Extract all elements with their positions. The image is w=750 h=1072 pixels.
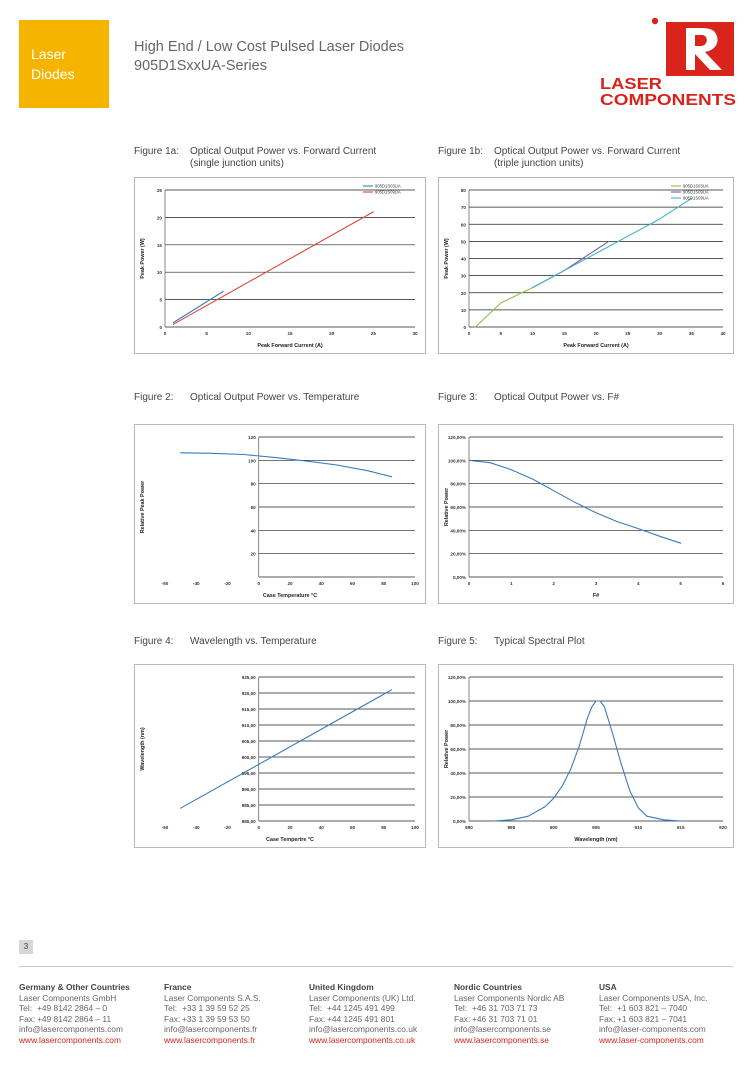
y-tick-label: 60 [460, 222, 466, 228]
y-tick-label: 20 [250, 551, 256, 557]
y-tick-label: 25 [156, 188, 162, 193]
logo-text-laser: LASER [600, 76, 662, 93]
x-tick-label: 20 [287, 825, 293, 830]
chart-svg [135, 178, 425, 353]
x-tick-label: 15 [287, 331, 293, 336]
footer-region: Germany & Other Countries [19, 982, 130, 992]
logo-text-components: COMPONENTS [600, 92, 736, 109]
y-tick-label: 120,00% [447, 675, 466, 680]
footer-email[interactable]: info@lasercomponents.co.uk [309, 1024, 418, 1035]
footer-tel-value: +1 603 821 – 7040 [617, 1003, 688, 1014]
document-title [134, 38, 404, 76]
x-tick-label: 20 [593, 331, 599, 336]
legend-entry: 905D1S09UA [683, 189, 709, 195]
figure-title: Wavelength vs. Temperature [190, 636, 317, 647]
footer-email[interactable]: info@lasercomponents.com [19, 1024, 123, 1035]
series-line [469, 460, 681, 543]
x-tick-label: 15 [561, 331, 567, 336]
x-axis-label: Case Temperature °C [262, 593, 318, 599]
chart-svg [135, 665, 425, 847]
plot-area [444, 675, 727, 843]
x-tick-label: 0 [467, 581, 471, 586]
x-axis-label: Peak Forward Current (A) [563, 343, 629, 349]
footer-fax-value: +33 1 39 59 53 50 [182, 1013, 250, 1024]
legend-entry: 905D1S09UA [683, 195, 709, 201]
series-line [181, 453, 392, 477]
y-tick-label: 20,00% [450, 551, 466, 557]
footer-tel [164, 1003, 304, 1014]
x-tick-label: -60 [161, 581, 169, 586]
y-tick-label: 80,00% [450, 481, 466, 487]
figure-title: Optical Output Power vs. F# [494, 392, 620, 403]
x-tick-label: 915 [676, 825, 685, 830]
footer-fax [164, 1014, 304, 1025]
y-tick-label: 0,00% [452, 819, 466, 824]
y-tick-label: 60 [250, 505, 256, 510]
x-tick-label: 3 [594, 581, 598, 586]
figure-number: Figure 2: [134, 392, 174, 403]
footer-web-link[interactable]: www.lasercomponents.co.uk [309, 1034, 416, 1045]
x-axis-label: F# [592, 593, 600, 599]
y-tick-label: 20,00% [450, 795, 466, 800]
y-tick-label: 80,00% [450, 723, 466, 728]
footer-company: Laser Components (UK) Ltd. [309, 992, 416, 1003]
x-tick-label: 35 [688, 331, 694, 336]
y-tick-label: 60,00% [450, 505, 466, 510]
footer-web-link[interactable]: www.laser-components.com [599, 1034, 704, 1045]
footer-email[interactable]: info@lasercomponents.se [454, 1024, 551, 1035]
x-tick-label: 10 [529, 331, 536, 336]
y-tick-label: 40 [460, 256, 466, 262]
series-line [173, 291, 223, 322]
footer-fax-label: Fax: [164, 1013, 181, 1024]
y-tick-label: 20 [460, 290, 466, 296]
y-tick-label: 10 [156, 270, 162, 276]
x-tick-label: -20 [224, 581, 231, 586]
x-tick-label: 2 [552, 581, 555, 586]
x-tick-label: 30 [412, 331, 418, 336]
y-tick-label: 900,00 [241, 755, 256, 760]
y-tick-label: 925,00 [241, 675, 256, 680]
y-tick-label: 100,00% [447, 699, 466, 704]
y-tick-label: 890,00 [241, 787, 256, 792]
footer-tel-value: +49 8142 2864 – 0 [37, 1003, 108, 1014]
x-tick-label: 0 [257, 581, 261, 586]
x-tick-label: 20 [329, 331, 335, 336]
series-line [533, 241, 609, 287]
y-tick-label: 15 [156, 242, 162, 248]
footer-company: Laser Components S.A.S. [164, 992, 261, 1003]
series-line [533, 199, 692, 288]
footer-region: Nordic Countries [454, 982, 522, 992]
x-tick-label: 20 [287, 581, 293, 586]
x-tick-label: 0 [467, 331, 471, 336]
figure-number: Figure 1a: [134, 146, 180, 157]
footer-tel [19, 1003, 159, 1014]
footer-tel-value: +44 1245 491 499 [327, 1003, 395, 1014]
legend-entry: 905D1S03UA [683, 183, 709, 189]
x-tick-label: 6 [721, 581, 725, 586]
footer-fax [454, 1014, 594, 1025]
footer-tel [309, 1003, 449, 1014]
x-tick-label: 0 [163, 331, 167, 336]
figure-subtitle: (single junction units) [190, 158, 284, 169]
y-axis-label: Relative Peak Power [140, 480, 146, 534]
footer-fax-value: +44 1245 491 801 [327, 1013, 395, 1024]
y-tick-label: 880,00 [241, 819, 256, 824]
footer-fax [599, 1014, 739, 1025]
x-tick-label: 1 [510, 581, 513, 586]
y-tick-label: 100 [248, 458, 256, 464]
chart-figure-1a [134, 177, 426, 354]
figure-number: Figure 3: [438, 392, 478, 403]
y-tick-label: 885,00 [241, 803, 256, 808]
chart-svg [439, 665, 733, 847]
footer-region: USA [599, 982, 617, 992]
footer-tel [599, 1003, 739, 1014]
y-tick-label: 910,00 [241, 723, 256, 728]
legend-entry: 905D1S03UA [375, 183, 401, 189]
footer-email[interactable]: info@laser-components.com [599, 1024, 706, 1035]
figure-subtitle: (triple junction units) [494, 158, 584, 169]
plot-area [140, 675, 419, 843]
y-axis-label: Relative Power [444, 729, 450, 769]
y-tick-label: 100,00% [447, 458, 466, 464]
figure-2-caption [134, 392, 359, 404]
x-tick-label: 910 [634, 825, 643, 830]
y-axis-label: Peak Power (W) [444, 238, 450, 279]
chart-svg [439, 178, 733, 353]
footer-tel-label: Tel: [599, 1003, 613, 1014]
footer-fax-value: +1 603 821 – 7041 [617, 1013, 688, 1024]
footer-web-link[interactable]: www.lasercomponents.se [454, 1034, 549, 1045]
footer-company: Laser Components GmbH [19, 992, 117, 1003]
y-tick-label: 60,00% [450, 747, 466, 752]
series-line [181, 690, 392, 808]
footer-fax-label: Fax: [454, 1013, 471, 1024]
y-tick-label: 0 [463, 325, 466, 330]
footer-fax-label: Fax: [599, 1013, 616, 1024]
section-tag-line2: Diodes [31, 66, 75, 82]
plot-area [444, 184, 726, 349]
figure-number: Figure 5: [438, 636, 478, 647]
y-tick-label: 120 [248, 435, 256, 440]
y-axis-label: Peak Power (W) [140, 238, 146, 279]
x-tick-label: 60 [349, 581, 356, 586]
x-tick-label: 40 [720, 331, 726, 336]
x-tick-label: 100 [411, 825, 419, 830]
chart-svg [135, 425, 425, 603]
footer-contact-france [164, 982, 304, 1046]
y-tick-label: 80 [250, 481, 256, 487]
x-tick-label: 25 [625, 331, 631, 336]
figure-3-caption [438, 392, 619, 404]
figure-title: Typical Spectral Plot [494, 636, 585, 647]
x-tick-label: -20 [224, 825, 231, 830]
y-tick-label: 5 [159, 297, 162, 303]
footer-divider [19, 966, 733, 967]
y-tick-label: 905,00 [241, 739, 256, 744]
footer-tel-label: Tel: [454, 1003, 468, 1014]
page-number: 3 [19, 940, 33, 954]
plot-area [140, 435, 419, 599]
footer-tel-value: +33 1 39 59 52 25 [182, 1003, 250, 1014]
footer-contact-germany [19, 982, 159, 1046]
y-tick-label: 10 [460, 307, 466, 313]
y-tick-label: 80 [460, 188, 466, 193]
x-tick-label: 920 [719, 825, 727, 830]
y-tick-label: 915,00 [241, 707, 256, 712]
chart-figure-2 [134, 424, 426, 604]
footer-tel-label: Tel: [164, 1003, 178, 1014]
figure-1a-caption [134, 146, 376, 170]
footer-company: Laser Components USA, Inc. [599, 992, 708, 1003]
x-tick-label: -40 [192, 581, 200, 586]
plot-area [444, 435, 725, 599]
figure-4-caption [134, 636, 317, 648]
y-tick-label: 895,00 [241, 771, 256, 776]
footer-company: Laser Components Nordic AB [454, 992, 565, 1003]
figure-1b-caption [438, 146, 680, 170]
y-tick-label: 120,00% [447, 435, 466, 440]
footer-tel-label: Tel: [19, 1003, 33, 1014]
document-title-line2: 905D1SxxUA-Series [134, 58, 267, 74]
y-tick-label: 0 [159, 325, 162, 330]
x-tick-label: -60 [161, 825, 169, 830]
x-tick-label: 4 [637, 581, 640, 586]
figure-number: Figure 1b: [438, 146, 484, 157]
x-tick-label: 40 [318, 825, 324, 830]
x-tick-label: 80 [381, 825, 387, 830]
chart-figure-3 [438, 424, 734, 604]
figure-number: Figure 4: [134, 636, 174, 647]
x-tick-label: 60 [349, 825, 356, 830]
y-tick-label: 0,00% [452, 575, 466, 580]
y-tick-label: 50 [460, 239, 466, 245]
footer-tel-label: Tel: [309, 1003, 323, 1014]
y-tick-label: 40,00% [450, 528, 466, 534]
x-axis-label: Peak Forward Current (A) [257, 343, 323, 349]
footer-region: United Kingdom [309, 982, 374, 992]
footer-fax-value: +46 31 703 71 01 [472, 1013, 538, 1024]
x-tick-label: 895 [507, 825, 516, 830]
footer-tel-value: +46 31 703 71 73 [472, 1003, 538, 1014]
y-tick-label: 40 [250, 528, 256, 534]
footer-contact-usa [599, 982, 739, 1046]
chart-svg [439, 425, 733, 603]
laser-components-logo [598, 16, 738, 110]
series-line [475, 288, 532, 327]
x-tick-label: 30 [656, 331, 663, 336]
figure-title: Optical Output Power vs. Temperature [190, 392, 360, 403]
footer-fax-label: Fax: [309, 1013, 326, 1024]
footer-fax [309, 1014, 449, 1025]
legend-entry: 905D1S09UA [375, 189, 401, 195]
footer-region: France [164, 982, 192, 992]
footer-web-link[interactable]: www.lasercomponents.com [19, 1034, 121, 1045]
series-line [173, 212, 373, 324]
x-tick-label: 5 [205, 331, 208, 336]
x-tick-label: 80 [381, 581, 387, 586]
plot-area [140, 184, 418, 349]
y-axis-label: Relative Power [444, 487, 450, 527]
document-title-line1: High End / Low Cost Pulsed Laser Diodes [134, 39, 405, 55]
chart-figure-5 [438, 664, 734, 848]
y-tick-label: 30 [460, 273, 466, 279]
y-tick-label: 70 [460, 205, 466, 211]
x-tick-label: 100 [411, 581, 419, 586]
chart-figure-4 [134, 664, 426, 848]
figure-5-caption [438, 636, 585, 648]
footer-contact-uk [309, 982, 449, 1046]
x-tick-label: 890 [465, 825, 473, 830]
x-tick-label: 905 [592, 825, 600, 830]
footer-contact-nordic [454, 982, 594, 1046]
x-axis-label: Wavelength (nm) [574, 837, 618, 843]
x-tick-label: 25 [370, 331, 376, 336]
x-tick-label: 10 [245, 331, 251, 336]
figure-title: Optical Output Power vs. Forward Current [494, 146, 681, 157]
x-tick-label: 0 [257, 825, 261, 830]
x-tick-label: 5 [679, 581, 682, 586]
section-tag [19, 20, 109, 108]
y-tick-label: 20 [156, 215, 162, 221]
footer-fax-label: Fax: [19, 1013, 36, 1024]
footer-fax [19, 1014, 159, 1025]
y-axis-label: Wavelength (nm) [140, 727, 146, 771]
y-tick-label: 920,00 [241, 691, 256, 696]
logo-dot [652, 18, 658, 24]
x-axis-label: Case Tempertre °C [266, 837, 314, 843]
series-line [494, 701, 680, 821]
x-tick-label: 900 [549, 825, 558, 830]
x-tick-label: 5 [499, 331, 503, 336]
section-tag-line1: Laser [31, 46, 67, 62]
x-tick-label: 40 [318, 581, 324, 586]
footer-email[interactable]: info@lasercomponents.fr [164, 1024, 258, 1035]
chart-figure-1b [438, 177, 734, 354]
x-tick-label: -40 [192, 825, 200, 830]
footer-fax-value: +49 8142 2864 – 11 [37, 1013, 112, 1024]
footer-tel [454, 1003, 594, 1014]
y-tick-label: 40,00% [450, 771, 466, 776]
footer-web-link[interactable]: www.lasercomponents.fr [164, 1034, 256, 1045]
figure-title: Optical Output Power vs. Forward Current [190, 146, 377, 157]
